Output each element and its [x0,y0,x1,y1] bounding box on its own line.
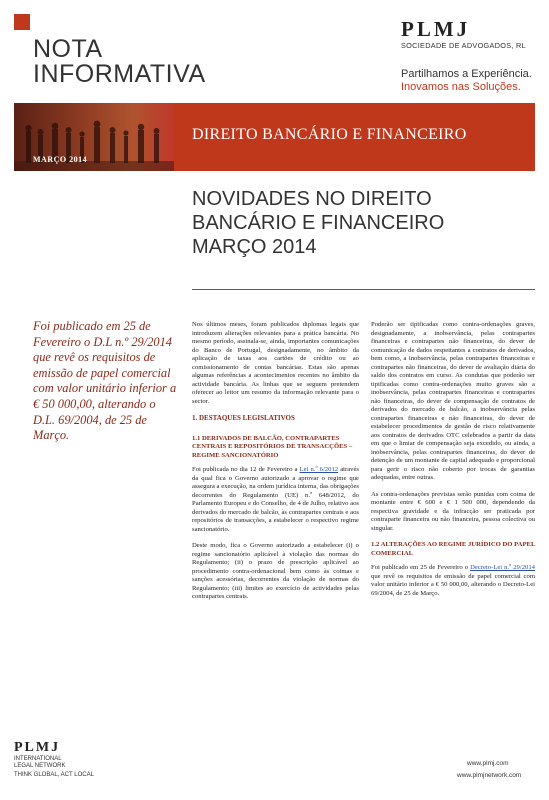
subsection-heading: 1.2 ALTERAÇÕES AO REGIME JURÍDICO DO PAPEL COMERCIAL [371,541,536,557]
footer-motto: THINK GLOBAL, ACT LOCAL [14,772,94,778]
subsection-heading: 1.1 DERIVADOS DE BALCÃO, CONTRAPARTES CENTRAIS E REPOSITÓRIOS DE TRANSACÇÕES – REGIME SANCIONATÓRIO [192,434,353,459]
plmj-logo: PLMJ [401,17,471,41]
footer-network-line1: INTERNATIONAL [14,756,62,762]
body-paragraph: As contra-ordenações previstas serão punidas com coima de montante entre € 600 e € 1 500 000, dependendo da respectiva gravidade e da infracção ser praticada por contraparte financeira ou não financeira, pessoa colectiva ou singular. [371,490,535,532]
decree-link[interactable]: Decreto-Lei n.º 29/2014 [470,564,536,571]
text-run: Foi publicado em 25 de Fevereiro o [371,564,471,571]
issue-date: MARÇO 2014 [33,155,88,164]
footer-logo: PLMJ [14,740,61,755]
body-paragraph [192,466,359,534]
headline-line1: NOVIDADES NO DIREITO [192,188,432,210]
footer-website-link[interactable]: www.plmj.com [467,760,509,767]
headline-divider [192,289,535,290]
sidebar-pull-quote: Foi publicado em 25 de Fevereiro o D.L n.º 29/2014 que revê os requisitos de emissão de papel comercial com valor unitário inferior a € 50 000,00, alterando o D.L. 69/2004, de 25 de Março. [33,319,177,443]
tagline-line2: Inovamos nas Soluções. [401,81,521,93]
intro-paragraph: Nos últimos meses, foram publicados diplomas legais que introduzem alterações relevantes para a prática bancária. No mesmo período, assinala-se, ainda, importantes comunicações do Banco de Portugal, designadamente, no âmbito da aplicação de taxas aos cartões de crédito ou ao comissionamento de contas bancárias. Estas são apenas algumas referências a acontecimentos recentes no âmbito da actividade bancária. As linhas que se seguem pretendem oferecer ao leitor um resumo da informação relevante para o sector. [192,321,359,405]
logo-subtitle: SOCIEDADE DE ADVOGADOS, RL [401,41,526,50]
article-column-2 [371,321,535,606]
body-paragraph [371,564,535,598]
section-heading: 1. DESTAQUES LEGISLATIVOS [192,414,295,422]
tagline-line1: Partilhamos a Experiência. [401,68,532,80]
footer-network-line2: LEGAL NETWORK [14,763,66,769]
practice-area-title: DIREITO BANCÁRIO E FINANCEIRO [192,126,467,143]
text-run: que revê os requisitos de emissão de papel comercial com valor unitário inferior a € 50 000,00, alterando o Decreto-Lei 69/2004, de 25 de Março. [371,572,535,597]
footer-network-website-link[interactable]: www.plmjnetwork.com [457,772,522,779]
corner-mark [14,14,30,30]
law-link[interactable]: Lei n.º 6/2012 [299,466,339,473]
headline-line3: MARÇO 2014 [192,236,317,258]
article-column-1 [192,321,359,610]
headline-line2: BANCÁRIO E FINANCEIRO [192,212,445,234]
doc-type-line1: NOTA [33,35,103,63]
headline [192,187,522,259]
body-paragraph: Poderão ser tipificadas como contra-ordenações graves, designadamente, a inobservância, pelas contrapartes financeiras e contrapartes não financeiras, do dever de comunicação de dados respeitantes a contratos de derivados, bem como, a inobservância, pelas contrapartes financeiras e contrapartes não financeiras, do dever de avaliação diária do saldo dos contratos em curso. As condutas que poderão ser tipificadas como contra-ordenações muito graves são a inobservância, pelas contrapartes financeiras e contrapartes não financeiras, do dever de compensação de contratos de derivados do mercado de balcão, a inobservância pelas contrapartes financeiras e não financeiras, do dever de estabelecer procedimentos de gestão de risco relativamente aos contratos de derivados OTC celebrados a partir da data em que o limiar de compensação seja excedido, ou ainda, a inobservância, pelas contrapartes financeiras, do dever de detenção de um montante de capital adequado e proporcional para gerir o risco não coberto por trocas de garantias adequadas, entre outras. [371,321,535,481]
doc-type-line2: INFORMATIVA [33,60,206,88]
body-paragraph: Deste modo, fica o Governo autorizado a estabelecer (i) o regime sancionatório aplicável à violação das normas do Regulamento; (ii) o prazo de prescrição aplicável ao procedimento contra-ordenacional bem como às coimas e sanções acessórias, decorrentes da violação de normas do Regulamento; (iii) limites ao exercício de actividades pelas contrapartes centrais. [192,542,359,600]
text-run: Foi publicada no dia 12 de Fevereiro a [192,466,300,473]
text-run: através da qual fica o Governo autorizado a aprovar o regime que assegura a execução, na ordem jurídica interna, das obrigações decorrentes do Regulamento (UE) n.º 648/2012, do Parlamento Europeu e do Conselho, de 4 de Julho, relativo aos derivados do mercado de balcão, às contrapartes centrais e aos repositórios de transacções, a estabelecer o respectivo regime sancionatório. [192,466,359,533]
